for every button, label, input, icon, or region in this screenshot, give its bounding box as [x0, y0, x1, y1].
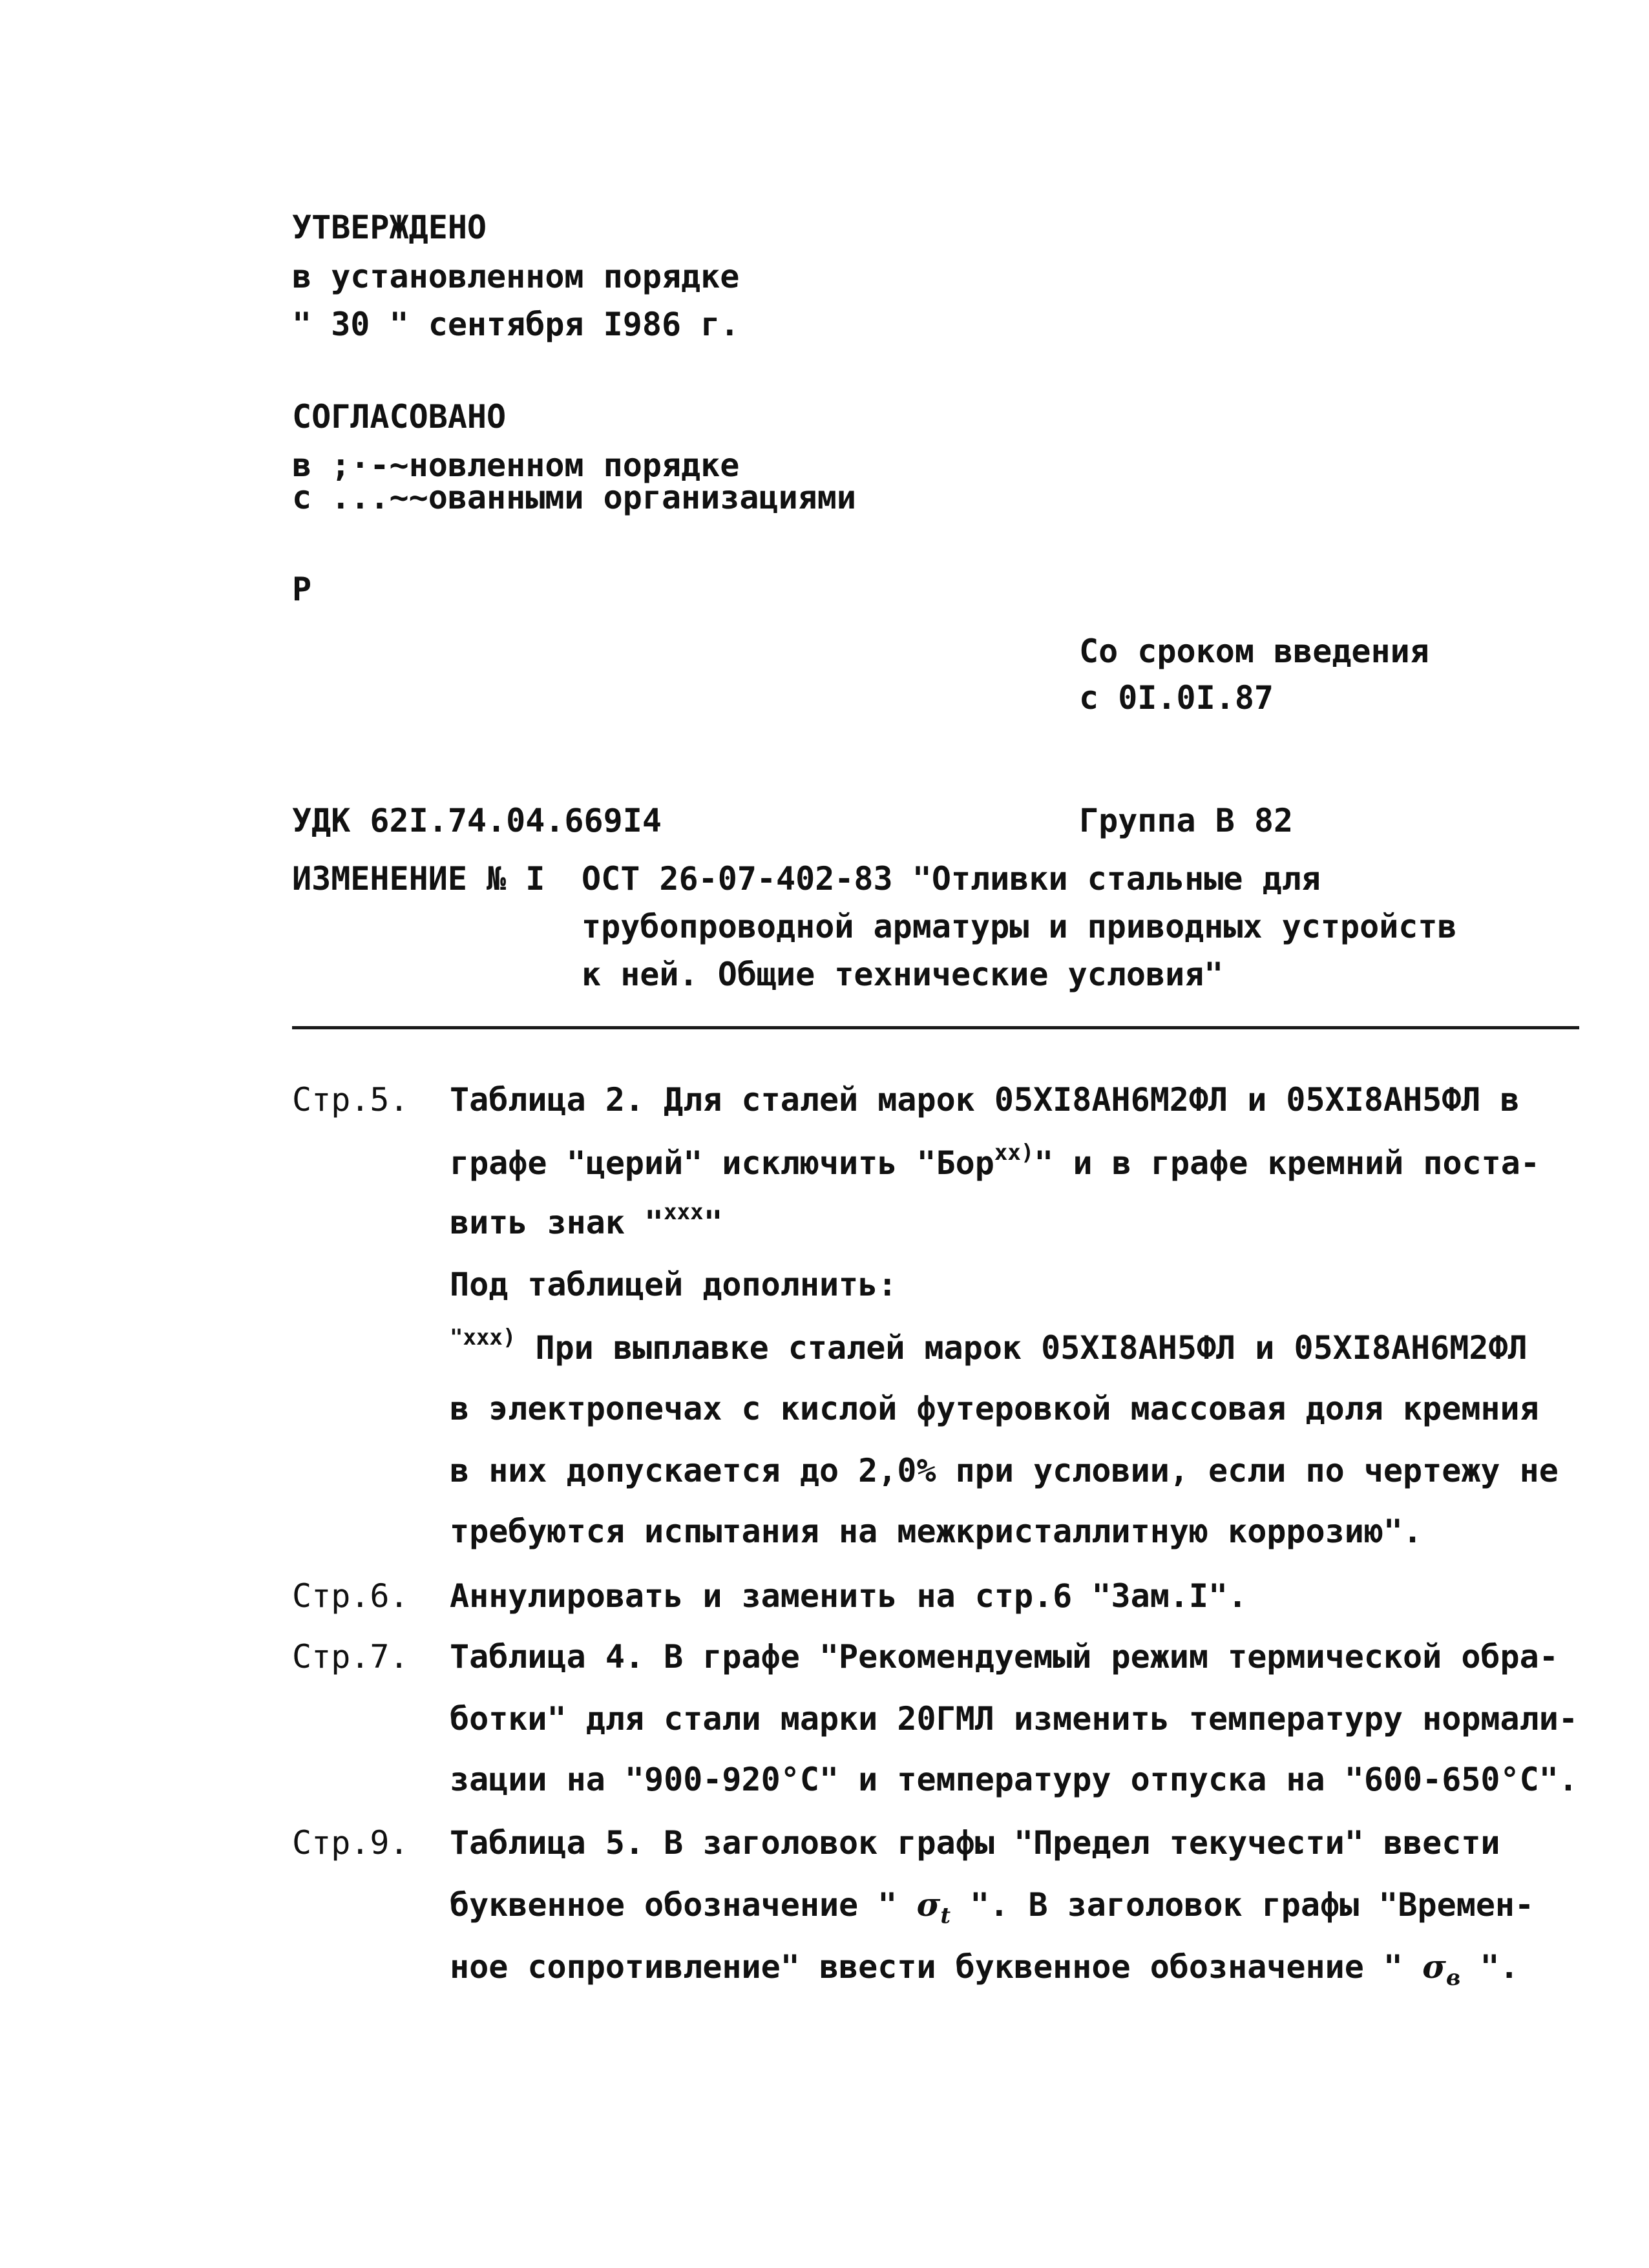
- effective-date: с 0I.0I.87: [1079, 679, 1274, 717]
- sigma-v-symbol: $\sigma_в$: [1422, 1948, 1461, 1991]
- item-7-line-3: зации на "900-920°С" и температуру отпуска на "600-650°С".: [450, 1761, 1578, 1798]
- item-page-6: Стр.6.: [292, 1577, 409, 1615]
- change-title-line-1: ОСТ 26-07-402-83 "Отливки стальные для: [582, 860, 1321, 898]
- approval-heading: УТВЕРЖДЕНО: [292, 209, 487, 246]
- separator-rule: [292, 1026, 1579, 1029]
- item-5-line-6: в электропечах с кислой футеровкой массовая доля кремния: [450, 1390, 1539, 1427]
- change-title-line-2: трубопроводной арматуры и приводных устройств: [582, 908, 1457, 945]
- agreed-line-1: в ;·-~новленном порядке: [292, 446, 740, 484]
- approval-date-line: " 30 " сентября I986 г.: [292, 306, 740, 343]
- item-page-9: Стр.9.: [292, 1824, 409, 1862]
- item-page-5: Стр.5.: [292, 1081, 409, 1118]
- group-code: Группа В 82: [1079, 802, 1294, 839]
- item-5-line-3: вить знак "$^{ххх}$": [450, 1199, 723, 1241]
- item-5-line-7: в них допускается до 2,0% при условии, если по чертежу не: [450, 1452, 1559, 1489]
- item-7-line-2: ботки" для стали марки 20ГМЛ изменить температуру нормали-: [450, 1700, 1578, 1738]
- udk-code: УДК 62I.74.04.669I4: [292, 802, 662, 839]
- sigma-t-symbol: $\sigma_t$: [916, 1885, 951, 1929]
- agreed-heading: СОГЛАСОВАНО: [292, 398, 507, 436]
- change-title-line-3: к ней. Общие технические условия": [582, 956, 1224, 993]
- agreed-line-2: с ...~~ованными организациями: [292, 479, 856, 516]
- item-5-line-8: требуются испытания на межкристаллитную коррозию".: [450, 1513, 1423, 1550]
- item-6-line-1: Аннулировать и заменить на стр.6 "Зам.I".: [450, 1577, 1248, 1615]
- item-5-line-1: Таблица 2. Для сталей марок 05XI8AH6M2ФЛ и 05XI8AH5ФЛ в: [450, 1081, 1520, 1118]
- item-5-line-4: Под таблицей дополнить:: [450, 1266, 898, 1303]
- agreed-mark: Р: [292, 571, 312, 608]
- item-9-line-3: ное сопротивление" ввести буквенное обозначение " $\sigma_в$ ".: [450, 1948, 1519, 1991]
- item-5-line-5: $^{"ххх)}$ При выплавке сталей марок 05XI8AH5ФЛ и 05XI8AH6M2ФЛ: [450, 1325, 1528, 1367]
- effective-line-1: Со сроком введения: [1079, 633, 1429, 670]
- item-9-line-1: Таблица 5. В заголовок графы "Предел текучести" ввести: [450, 1824, 1500, 1862]
- item-5-line-2: графе "церий" исключить "Бор$^{хх)}$" и в графе кремний поста-: [450, 1140, 1540, 1182]
- item-9-line-2: буквенное обозначение " $\sigma_t$ ". В заголовок графы "Времен-: [450, 1885, 1535, 1929]
- approval-line-1: в установленном порядке: [292, 258, 740, 295]
- item-7-line-1: Таблица 4. В графе "Рекомендуемый режим термической обра-: [450, 1638, 1559, 1675]
- change-label: ИЗМЕНЕНИЕ № I: [292, 860, 545, 898]
- item-page-7: Стр.7.: [292, 1638, 409, 1675]
